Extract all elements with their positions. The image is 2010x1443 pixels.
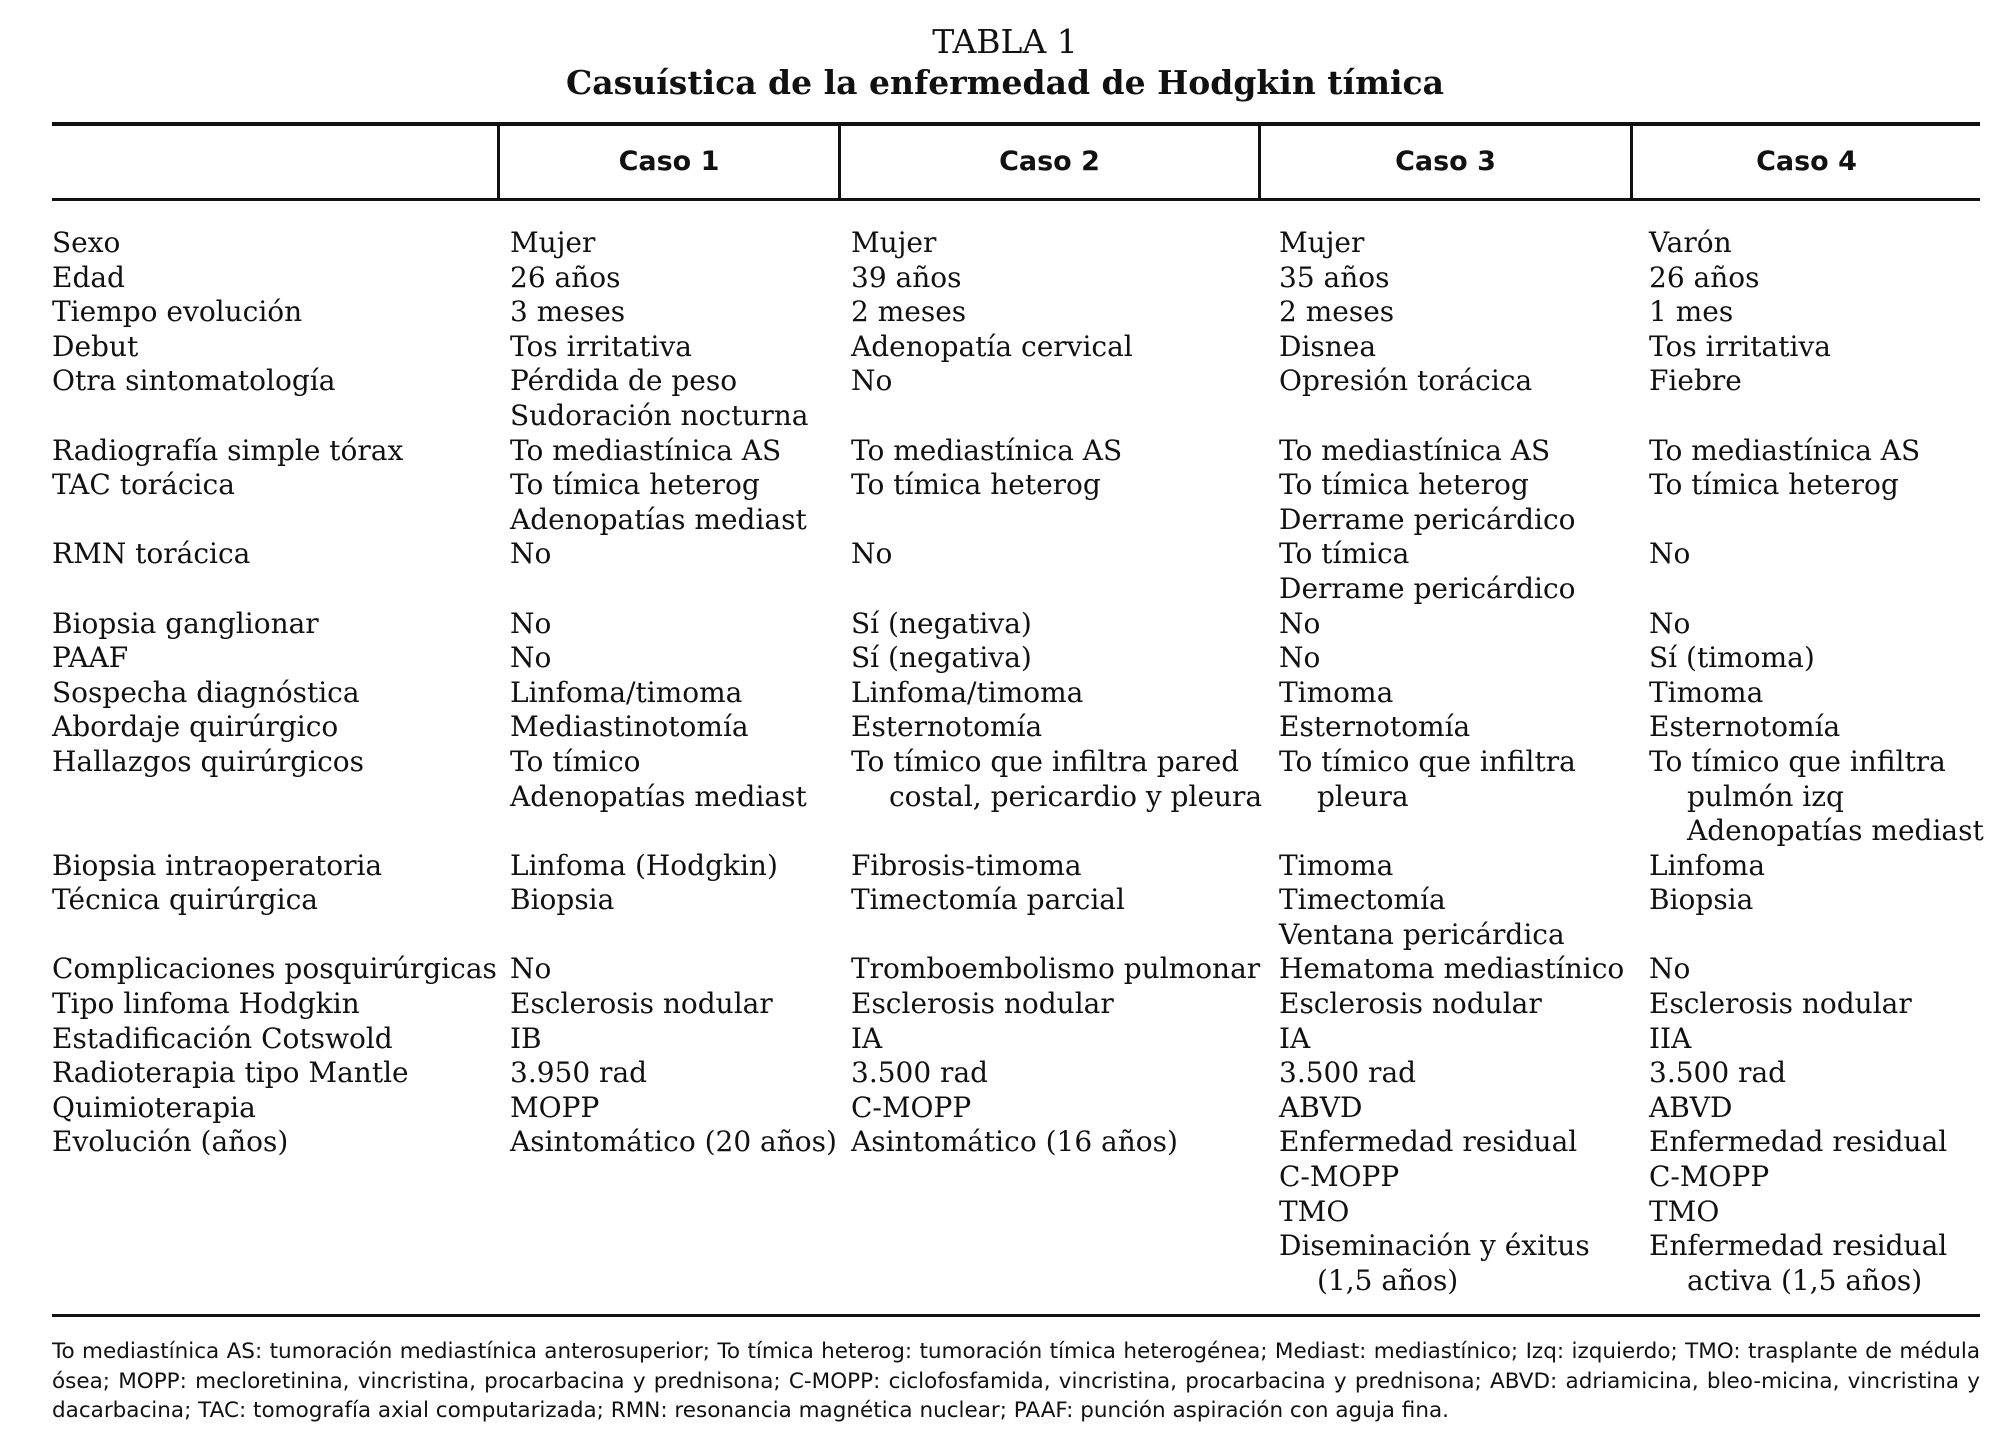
- cell-line: Sudoración nocturna: [510, 398, 809, 432]
- table-cell-caso-4: [1649, 641, 1980, 676]
- table-label: TABLA 1: [932, 22, 1078, 61]
- cell-line: Pérdida de peso: [510, 364, 738, 398]
- table-cell-caso-3: [1279, 468, 1649, 537]
- table-cell-caso-2: [851, 330, 1279, 365]
- table-cell-caso-4: [1649, 987, 1980, 1022]
- cell-line: Esclerosis nodular: [1279, 987, 1542, 1021]
- row-label: [52, 295, 510, 330]
- table-cell-caso-4: [1649, 1022, 1980, 1057]
- header-caso-3: Caso 3: [1395, 146, 1496, 177]
- header-caso-2: Caso 2: [999, 146, 1100, 177]
- cell-line: To mediastínica AS: [510, 433, 782, 467]
- cell-line: 3.500 rad: [1649, 1056, 1787, 1090]
- cell-line: Diseminación y éxitus: [1279, 1229, 1590, 1263]
- row-label-text: Tipo linfoma Hodgkin: [52, 987, 360, 1021]
- cell-line: Enfermedad residual: [1279, 1125, 1578, 1159]
- table-cell-caso-3: [1279, 676, 1649, 711]
- row-label: [52, 745, 510, 849]
- cell-line: TMO: [1649, 1194, 1720, 1228]
- table-cell-caso-2: [851, 261, 1279, 296]
- cell-line: Fiebre: [1649, 364, 1742, 398]
- table-cell-caso-4: [1649, 226, 1980, 261]
- table-cell-caso-1: [510, 1091, 851, 1126]
- table-cell-caso-4: [1649, 676, 1980, 711]
- row-label-text: Tiempo evolución: [52, 295, 303, 329]
- table-cell-caso-4: [1649, 849, 1980, 884]
- row-label-text: Radioterapia tipo Mantle: [52, 1056, 409, 1090]
- cell-line: 3 meses: [510, 295, 626, 329]
- table-cell-caso-1: [510, 641, 851, 676]
- table-cell-caso-4: [1649, 364, 1980, 433]
- cell-line: ABVD: [1649, 1090, 1733, 1124]
- table-cell-caso-3: [1279, 641, 1649, 676]
- row-label-text: Abordaje quirúrgico: [52, 710, 339, 744]
- table-cell-caso-4: [1649, 537, 1980, 606]
- table-footnote: To mediastínica AS: tumoración mediastínica anterosuperior; To tímica heterog: tumoración tímica heterogénea; Mediast: mediastínico; Izq: izquierdo; TMO: trasplante de médula ósea; MOPP: mecloretinina, vincristina, procarbacina y prednisona; C-MOPP: ciclofosfamida, vincristina, procarbacina y prednisona; ABVD: adriamicina, bleo-micina, vincristina y dacarbacina; TAC: tomografía axial computarizada; RMN: resonancia magnética nuclear; PAAF: punción aspiración con aguja fina.: [52, 1339, 1980, 1423]
- cell-line: Opresión torácica: [1279, 364, 1533, 398]
- cell-line: IIA: [1649, 1021, 1692, 1055]
- cell-line: No: [510, 952, 552, 986]
- cell-line: Adenopatías mediast: [510, 502, 807, 536]
- row-label: [52, 1022, 510, 1057]
- cell-line: C-MOPP: [851, 1090, 972, 1124]
- table-cell-caso-2: [851, 745, 1279, 849]
- cell-line: No: [1279, 606, 1321, 640]
- row-label: [52, 537, 510, 606]
- table-cell-caso-2: [851, 710, 1279, 745]
- table-cell-caso-1: [510, 364, 851, 433]
- cell-line: Hematoma mediastínico: [1279, 952, 1625, 986]
- cell-line: 2 meses: [1279, 295, 1395, 329]
- table-cell-caso-1: [510, 537, 851, 606]
- table-cell-caso-2: [851, 952, 1279, 987]
- cell-line: Adenopatías mediast: [510, 779, 807, 813]
- cell-line: To tímica heterog: [1649, 468, 1899, 502]
- table-cell-caso-2: [851, 607, 1279, 642]
- cell-line: No: [510, 606, 552, 640]
- row-label: [52, 676, 510, 711]
- row-label: [52, 710, 510, 745]
- table-cell-caso-3: [1279, 1091, 1649, 1126]
- cell-line: Varón: [1649, 226, 1732, 259]
- table-cell-caso-3: [1279, 1022, 1649, 1057]
- cell-line: No: [851, 364, 893, 398]
- row-label: [52, 226, 510, 261]
- table-cell-caso-2: [851, 1022, 1279, 1057]
- table-cell-caso-1: [510, 468, 851, 537]
- table-cell-caso-3: [1279, 1056, 1649, 1091]
- cell-line: Esternotomía: [1649, 710, 1841, 744]
- table-cell-caso-3: [1279, 330, 1649, 365]
- row-label: [52, 849, 510, 884]
- table-cell-caso-1: [510, 849, 851, 884]
- table-cell-caso-3: [1279, 710, 1649, 745]
- cell-line: To mediastínica AS: [851, 433, 1123, 467]
- table-cell-caso-1: [510, 1022, 851, 1057]
- table-cell-caso-4: [1649, 1091, 1980, 1126]
- table-cell-caso-1: [510, 607, 851, 642]
- row-label: [52, 330, 510, 365]
- table-cell-caso-2: [851, 1056, 1279, 1091]
- row-label-text: Biopsia intraoperatoria: [52, 848, 383, 882]
- row-label-text: Biopsia ganglionar: [52, 606, 319, 640]
- table-cell-caso-3: [1279, 849, 1649, 884]
- cell-line: Adenopatía cervical: [851, 329, 1133, 363]
- table-cell-caso-2: [851, 849, 1279, 884]
- table-title: Casuística de la enfermedad de Hodgkin tímica: [565, 63, 1445, 102]
- row-label-text: Sospecha diagnóstica: [52, 675, 360, 709]
- row-label: [52, 607, 510, 642]
- table-cell-caso-2: [851, 226, 1279, 261]
- cell-line: Timoma: [1649, 675, 1764, 709]
- table-cell-caso-3: [1279, 261, 1649, 296]
- cell-line: No: [851, 537, 893, 571]
- table-cell-caso-2: [851, 468, 1279, 537]
- cell-line: C-MOPP: [1279, 1160, 1400, 1194]
- row-label-text: Quimioterapia: [52, 1090, 256, 1124]
- table-cell-caso-2: [851, 364, 1279, 433]
- table-bottom-rule: [52, 1314, 1980, 1317]
- cell-line: No: [1649, 606, 1691, 640]
- cell-line: No: [1649, 537, 1691, 571]
- table-cell-caso-2: [851, 1125, 1279, 1298]
- table-cell-caso-4: [1649, 468, 1980, 537]
- cell-line: 35 años: [1279, 260, 1390, 294]
- table-cell-caso-3: [1279, 952, 1649, 987]
- cell-line: Enfermedad residual: [1649, 1229, 1948, 1263]
- row-label: [52, 987, 510, 1022]
- table-cell-caso-4: [1649, 1125, 1980, 1298]
- table-cell-caso-4: [1649, 1056, 1980, 1091]
- cell-line: pleura: [1317, 779, 1409, 813]
- cell-line: Linfoma/timoma: [510, 675, 743, 709]
- table-body: [52, 226, 1984, 1298]
- table-cell-caso-4: [1649, 952, 1980, 987]
- cell-line: Mujer: [1279, 226, 1365, 259]
- table-cell-caso-4: [1649, 710, 1980, 745]
- table-cell-caso-3: [1279, 226, 1649, 261]
- cell-line: To tímico que infiltra: [1649, 744, 1946, 778]
- cell-line: MOPP: [510, 1090, 600, 1124]
- row-label-text: TAC torácica: [52, 468, 235, 502]
- cell-line: costal, pericardio y pleura: [889, 779, 1263, 813]
- table-cell-caso-2: [851, 434, 1279, 469]
- cell-line: 26 años: [510, 260, 621, 294]
- table-cell-caso-2: [851, 987, 1279, 1022]
- row-label-text: Hallazgos quirúrgicos: [52, 744, 365, 778]
- table-cell-caso-3: [1279, 987, 1649, 1022]
- row-label: [52, 261, 510, 296]
- cell-line: Disnea: [1279, 329, 1377, 363]
- cell-line: To mediastínica AS: [1279, 433, 1551, 467]
- cell-line: ABVD: [1279, 1090, 1363, 1124]
- table-cell-caso-2: [851, 676, 1279, 711]
- cell-line: No: [510, 641, 552, 675]
- cell-line: IA: [851, 1021, 883, 1055]
- cell-line: Linfoma: [1649, 848, 1766, 882]
- table-cell-caso-3: [1279, 537, 1649, 606]
- cell-line: Biopsia: [1649, 883, 1754, 917]
- cell-line: To tímica heterog: [510, 468, 760, 502]
- cell-line: Mediastinotomía: [510, 710, 749, 744]
- row-label-text: Técnica quirúrgica: [52, 883, 318, 917]
- cell-line: To tímica: [1279, 537, 1410, 571]
- row-label-text: RMN torácica: [52, 537, 251, 571]
- table-cell-caso-1: [510, 676, 851, 711]
- row-label-text: Estadificación Cotswold: [52, 1021, 393, 1055]
- cell-line: Linfoma/timoma: [851, 675, 1084, 709]
- cell-line: To tímico que infiltra: [1279, 744, 1576, 778]
- cell-line: Asintomático (20 años): [510, 1125, 837, 1159]
- table-cell-caso-1: [510, 952, 851, 987]
- cell-line: Enfermedad residual: [1649, 1125, 1948, 1159]
- row-label-text: Complicaciones posquirúrgicas: [52, 952, 497, 986]
- cell-line: Adenopatías mediast: [1687, 814, 1984, 848]
- table-cell-caso-2: [851, 295, 1279, 330]
- table-cell-caso-1: [510, 261, 851, 296]
- cell-line: 26 años: [1649, 260, 1760, 294]
- cell-line: Timoma: [1279, 848, 1394, 882]
- table-cell-caso-2: [851, 537, 1279, 606]
- header-caso-1: Caso 1: [618, 146, 720, 177]
- header-caso-4: Caso 4: [1756, 146, 1857, 177]
- cell-line: Timoma: [1279, 675, 1394, 709]
- row-label: [52, 1056, 510, 1091]
- row-label: [52, 952, 510, 987]
- table-cell-caso-3: [1279, 745, 1649, 849]
- cell-line: Biopsia: [510, 883, 615, 917]
- cell-line: Derrame pericárdico: [1279, 502, 1576, 536]
- cell-line: 1 mes: [1649, 295, 1734, 329]
- cell-line: Ventana pericárdica: [1279, 917, 1565, 951]
- cell-line: Timectomía parcial: [851, 883, 1125, 917]
- cell-line: Linfoma (Hodgkin): [510, 848, 778, 882]
- table-cell-caso-3: [1279, 607, 1649, 642]
- row-label: [52, 364, 510, 433]
- row-label-text: Debut: [52, 329, 139, 363]
- table-cell-caso-4: [1649, 261, 1980, 296]
- table-cell-caso-4: [1649, 330, 1980, 365]
- cell-line: TMO: [1279, 1194, 1350, 1228]
- cell-line: pulmón izq: [1687, 779, 1844, 813]
- cell-line: Mujer: [851, 226, 937, 259]
- table-cell-caso-1: [510, 883, 851, 952]
- cell-line: 3.500 rad: [851, 1056, 989, 1090]
- table-cell-caso-1: [510, 330, 851, 365]
- cell-line: To tímica heterog: [851, 468, 1101, 502]
- cell-line: Esclerosis nodular: [1649, 987, 1912, 1021]
- table-cell-caso-1: [510, 987, 851, 1022]
- row-label-text: Evolución (años): [52, 1125, 289, 1159]
- cell-line: 3.500 rad: [1279, 1056, 1417, 1090]
- cell-line: No: [1279, 641, 1321, 675]
- cell-line: No: [510, 537, 552, 571]
- table-cell-caso-2: [851, 641, 1279, 676]
- table-cell-caso-4: [1649, 295, 1980, 330]
- row-label-text: Edad: [52, 260, 125, 294]
- cell-line: Sí (negativa): [851, 641, 1032, 675]
- cell-line: Tos irritativa: [510, 329, 692, 363]
- table-cell-caso-3: [1279, 1125, 1649, 1298]
- row-label: [52, 468, 510, 537]
- cell-line: IB: [510, 1021, 542, 1055]
- row-label: [52, 1091, 510, 1126]
- cell-line: Timectomía: [1279, 883, 1446, 917]
- cell-line: Asintomático (16 años): [851, 1125, 1178, 1159]
- cell-line: Mujer: [510, 226, 596, 259]
- cell-line: (1,5 años): [1317, 1263, 1459, 1297]
- table-cell-caso-4: [1649, 883, 1980, 952]
- table-cell-caso-1: [510, 434, 851, 469]
- cell-line: activa (1,5 años): [1687, 1263, 1923, 1297]
- cell-line: Sí (negativa): [851, 606, 1032, 640]
- row-label: [52, 1125, 510, 1298]
- table-cell-caso-1: [510, 295, 851, 330]
- row-label-text: Sexo: [52, 226, 121, 259]
- table-cell-caso-2: [851, 883, 1279, 952]
- table-cell-caso-1: [510, 710, 851, 745]
- cell-line: No: [1649, 952, 1691, 986]
- cell-line: To tímico que infiltra pared: [851, 744, 1240, 778]
- table-cell-caso-3: [1279, 434, 1649, 469]
- table-cell-caso-1: [510, 1056, 851, 1091]
- cell-line: C-MOPP: [1649, 1160, 1770, 1194]
- cell-line: Tromboembolismo pulmonar: [851, 952, 1261, 986]
- row-label-text: PAAF: [52, 641, 129, 675]
- cell-line: Esclerosis nodular: [510, 987, 773, 1021]
- table-cell-caso-1: [510, 745, 851, 849]
- table-cell-caso-3: [1279, 295, 1649, 330]
- cell-line: Tos irritativa: [1649, 329, 1831, 363]
- cell-line: 3.950 rad: [510, 1056, 648, 1090]
- cell-line: Esternotomía: [851, 710, 1043, 744]
- row-label-text: Radiografía simple tórax: [52, 433, 404, 467]
- cell-line: To mediastínica AS: [1649, 433, 1921, 467]
- table-cell-caso-4: [1649, 744, 1984, 849]
- table-cell-caso-3: [1279, 883, 1649, 952]
- table-cell-caso-1: [510, 1125, 851, 1298]
- cell-line: Sí (timoma): [1649, 641, 1815, 675]
- row-label-text: Otra sintomatología: [52, 364, 336, 398]
- row-label: [52, 641, 510, 676]
- table-cell-caso-2: [851, 1091, 1279, 1126]
- table-cell-caso-3: [1279, 364, 1649, 433]
- cell-line: IA: [1279, 1021, 1311, 1055]
- cell-line: Esclerosis nodular: [851, 987, 1114, 1021]
- table-cell-caso-4: [1649, 434, 1980, 469]
- cell-line: Fibrosis-timoma: [851, 848, 1082, 882]
- row-label: [52, 434, 510, 469]
- cell-line: 39 años: [851, 260, 962, 294]
- table-cell-caso-4: [1649, 607, 1980, 642]
- cell-line: To tímica heterog: [1279, 468, 1529, 502]
- cell-line: 2 meses: [851, 295, 967, 329]
- cell-line: Derrame pericárdico: [1279, 571, 1576, 605]
- cell-line: To tímico: [510, 744, 641, 778]
- table-cell-caso-1: [510, 226, 851, 261]
- row-label: [52, 883, 510, 952]
- cell-line: Esternotomía: [1279, 710, 1471, 744]
